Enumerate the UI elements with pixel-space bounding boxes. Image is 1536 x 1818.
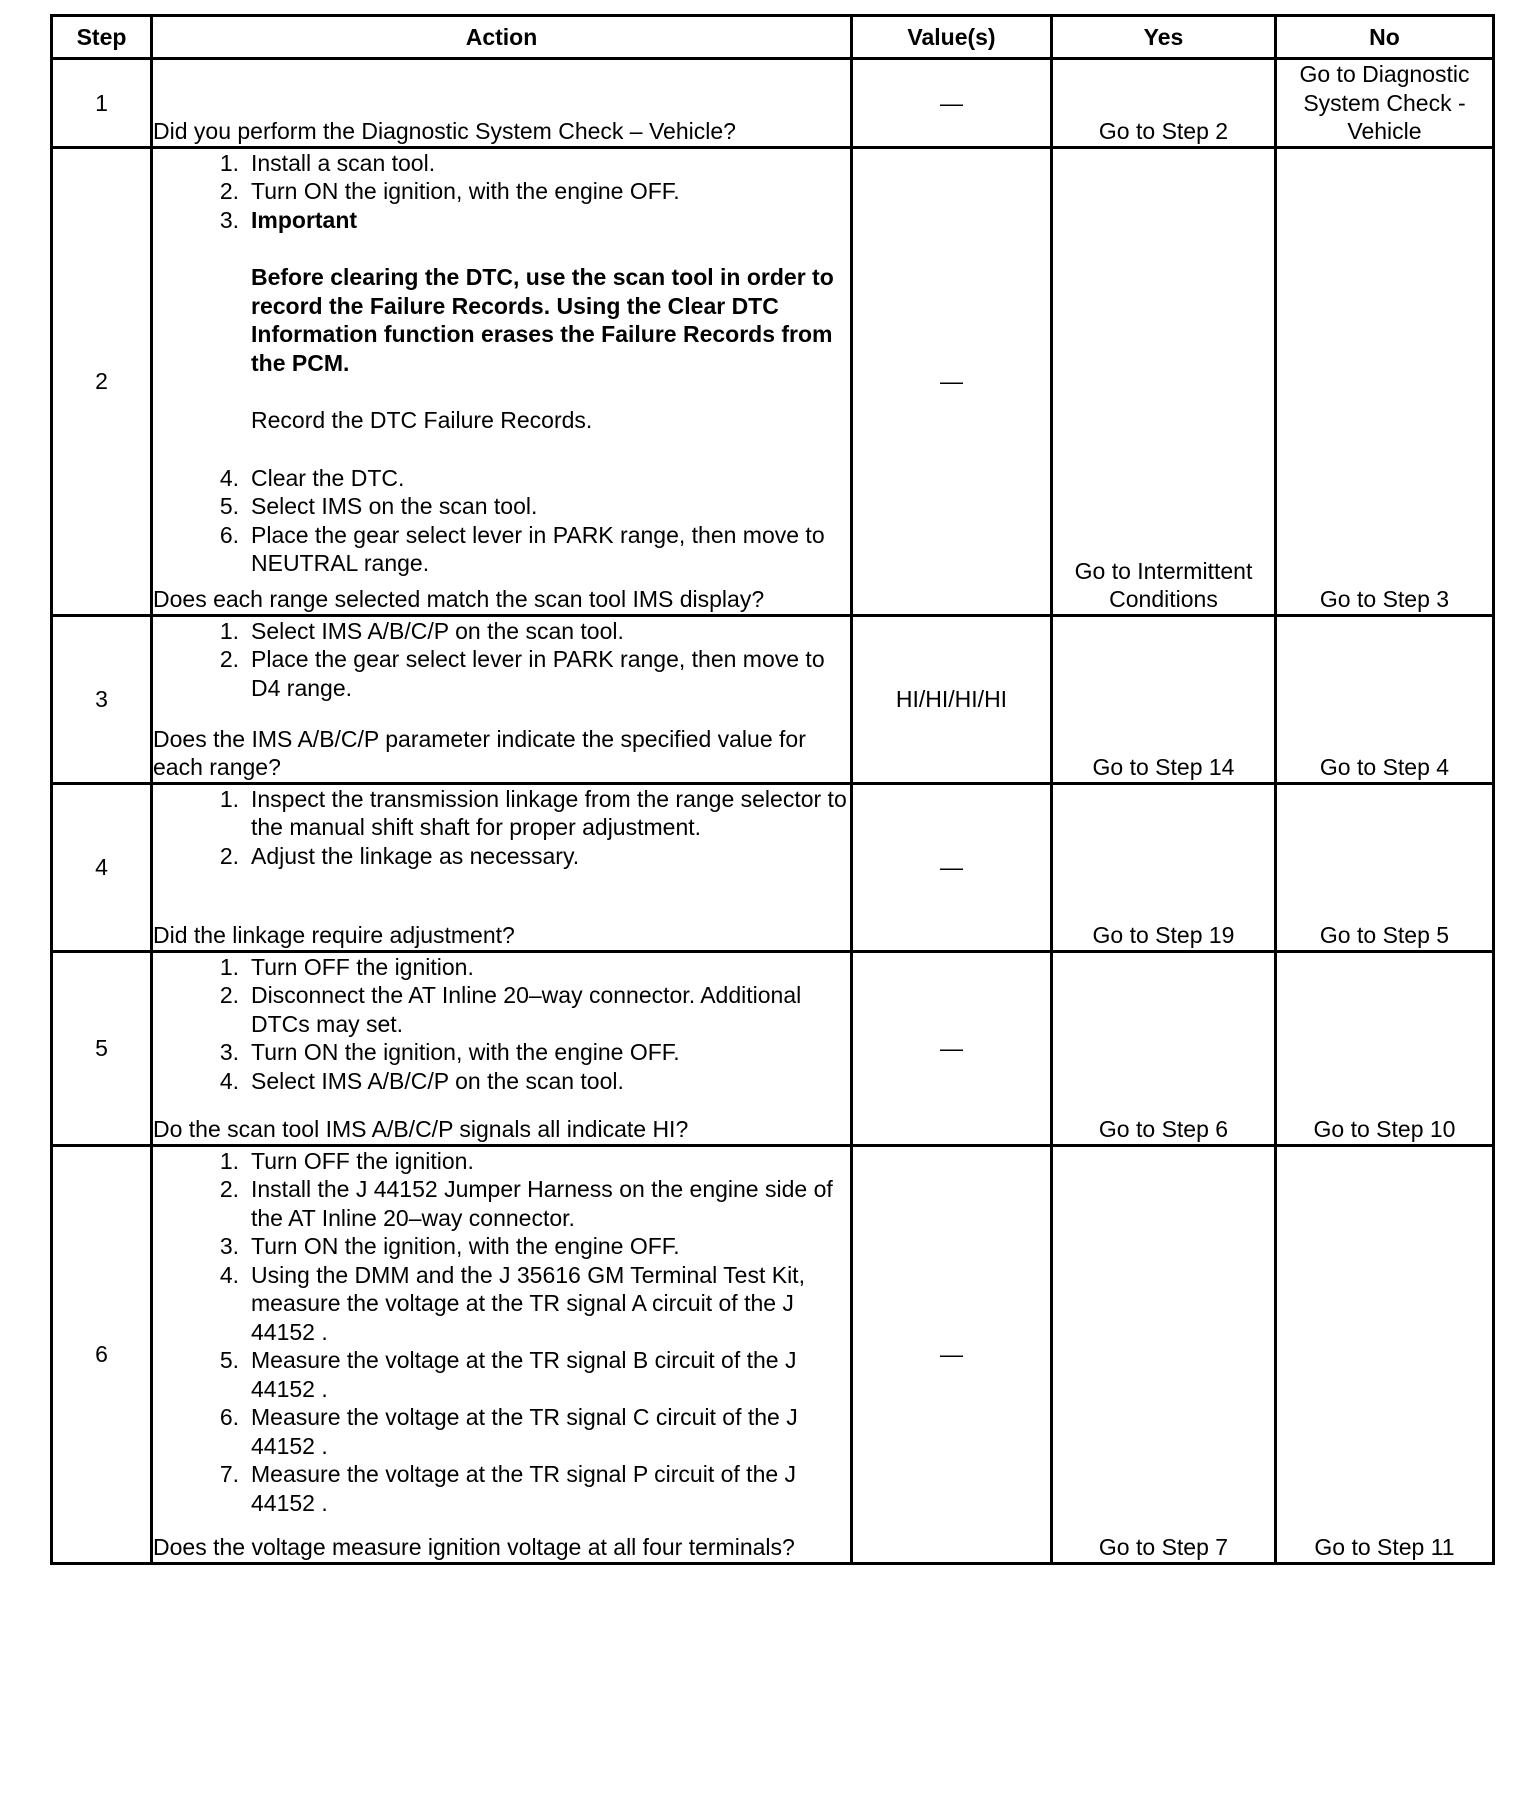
action-steps-list [153, 617, 850, 703]
yes-cell: Go to Step 6 [1052, 951, 1276, 1145]
value-cell: — [852, 783, 1052, 951]
action-step-text: Install a scan tool. [251, 149, 436, 176]
action-step-text: Measure the voltage at the TR signal P circuit of the J 44152 . [251, 1461, 797, 1516]
action-content [153, 60, 850, 146]
action-step-text: Place the gear select lever in PARK range, then move to D4 range. [251, 646, 825, 701]
action-step-number: 1. [219, 785, 239, 812]
action-step-text: Adjust the linkage as necessary. [251, 842, 580, 869]
important-followup: Record the DTC Failure Records. [251, 407, 593, 433]
yes-cell: Go to Intermittent Conditions [1052, 147, 1276, 615]
action-step-number: 5. [219, 1347, 239, 1373]
action-step-number: 1. [219, 149, 239, 176]
action-cell [152, 147, 852, 615]
yes-cell: Go to Step 19 [1052, 783, 1276, 951]
action-content [153, 785, 850, 950]
action-step-item [153, 1175, 850, 1232]
action-step-number: 2. [219, 178, 239, 204]
action-step-number: 1. [219, 953, 239, 980]
action-step-item [153, 785, 850, 842]
action-steps-list [153, 149, 850, 578]
action-step-number: 4. [219, 1067, 239, 1094]
action-steps-list [153, 1147, 850, 1518]
step-number-cell: 2 [52, 147, 152, 615]
important-note: Before clearing the DTC, use the scan tool in order to record the Failure Records. Using the Clear DTC Information function erases the Failure Records from the PCM. [251, 264, 834, 376]
action-question: Do the scan tool IMS A/B/C/P signals all indicate HI? [153, 1116, 689, 1142]
step-number-cell: 4 [52, 783, 152, 951]
action-step-number: 6. [219, 521, 239, 548]
action-step-number: 3. [219, 1233, 239, 1259]
action-step-item [153, 953, 850, 982]
action-step-number: 1. [219, 617, 239, 644]
action-step-text: Clear the DTC. [251, 464, 405, 491]
action-step-item [153, 492, 850, 521]
important-label: Important [251, 206, 358, 233]
action-step-item [153, 464, 850, 493]
action-step-number: 1. [219, 1147, 239, 1174]
action-step-number: 2. [219, 646, 239, 672]
no-cell: Go to Step 5 [1276, 783, 1494, 951]
table-row [52, 783, 1494, 951]
action-cell [152, 783, 852, 951]
action-step-number: 2. [219, 842, 239, 869]
diagnostic-table [50, 14, 1495, 1565]
action-step-number: 5. [219, 493, 239, 519]
action-steps-list [153, 953, 850, 1096]
action-step-text: Disconnect the AT Inline 20–way connector. Additional DTCs may set. [251, 982, 802, 1037]
action-spacer [153, 60, 850, 117]
no-cell: Go to Step 10 [1276, 951, 1494, 1145]
action-spacer [153, 702, 850, 725]
action-step-text: Turn OFF the ignition. [251, 953, 474, 980]
action-content [153, 149, 850, 614]
action-question: Does the voltage measure ignition voltage at all four terminals? [153, 1534, 795, 1560]
action-step-number: 3. [219, 1039, 239, 1065]
action-cell [152, 59, 852, 148]
action-question: Did the linkage require adjustment? [153, 922, 515, 948]
action-content [153, 617, 850, 782]
no-cell: Go to Step 11 [1276, 1145, 1494, 1563]
action-step-item [153, 206, 850, 464]
action-step-number: 2. [219, 1176, 239, 1202]
action-question: Did you perform the Diagnostic System Check – Vehicle? [153, 118, 736, 144]
action-step-text: Turn ON the ignition, with the engine OFF. [251, 178, 680, 204]
yes-cell: Go to Step 7 [1052, 1145, 1276, 1563]
action-step-text: Select IMS A/B/C/P on the scan tool. [251, 617, 624, 644]
action-step-text: Place the gear select lever in PARK range, then move to NEUTRAL range. [251, 521, 825, 576]
action-step-item [153, 1038, 850, 1067]
action-step-item [153, 1261, 850, 1347]
table-row [52, 615, 1494, 783]
action-step-text: Turn ON the ignition, with the engine OFF. [251, 1039, 680, 1065]
action-step-number: 3. [219, 206, 239, 233]
action-step-item [153, 645, 850, 702]
step-number-cell: 5 [52, 951, 152, 1145]
action-step-number: 7. [219, 1461, 239, 1487]
yes-cell: Go to Step 14 [1052, 615, 1276, 783]
action-step-number: 2. [219, 982, 239, 1008]
header-no: No [1276, 16, 1494, 59]
action-step-item [153, 1403, 850, 1460]
action-step-item [153, 149, 850, 178]
table-row [52, 1145, 1494, 1563]
table-row [52, 951, 1494, 1145]
no-cell: Go to Diagnostic System Check - Vehicle [1276, 59, 1494, 148]
action-step-item [153, 842, 850, 871]
action-step-item [153, 1232, 850, 1261]
action-step-text: Turn ON the ignition, with the engine OFF. [251, 1233, 680, 1259]
action-cell [152, 615, 852, 783]
value-cell: — [852, 951, 1052, 1145]
table-row [52, 147, 1494, 615]
action-step-item [153, 1147, 850, 1176]
action-question: Does the IMS A/B/C/P parameter indicate the specified value for each range? [153, 725, 806, 780]
action-step-text: Using the DMM and the J 35616 GM Terminal Test Kit, measure the voltage at the TR signal A circuit of the J 44152 . [251, 1261, 805, 1345]
action-steps-list [153, 785, 850, 871]
table-row [52, 59, 1494, 148]
action-question: Does each range selected match the scan tool IMS display? [153, 586, 765, 612]
header-row [52, 16, 1494, 59]
action-step-text [251, 206, 850, 464]
action-step-item [153, 1346, 850, 1403]
action-step-number: 4. [219, 1261, 239, 1288]
action-step-text: Measure the voltage at the TR signal B circuit of the J 44152 . [251, 1347, 797, 1402]
action-content [153, 953, 850, 1144]
action-step-item [153, 521, 850, 578]
action-cell [152, 951, 852, 1145]
value-cell: HI/HI/HI/HI [852, 615, 1052, 783]
step-number-cell: 1 [52, 59, 152, 148]
action-step-text: Turn OFF the ignition. [251, 1147, 474, 1174]
yes-cell: Go to Step 2 [1052, 59, 1276, 148]
no-cell: Go to Step 3 [1276, 147, 1494, 615]
value-cell: — [852, 147, 1052, 615]
action-step-text: Measure the voltage at the TR signal C circuit of the J 44152 . [251, 1404, 798, 1459]
header-step: Step [52, 16, 152, 59]
no-cell: Go to Step 4 [1276, 615, 1494, 783]
action-step-item [153, 177, 850, 206]
action-step-text: Select IMS on the scan tool. [251, 493, 538, 519]
header-yes: Yes [1052, 16, 1276, 59]
step-number-cell: 3 [52, 615, 152, 783]
action-content [153, 1147, 850, 1562]
action-step-item [153, 1460, 850, 1517]
action-step-item [153, 617, 850, 646]
header-action: Action [152, 16, 852, 59]
action-step-text: Install the J 44152 Jumper Harness on the engine side of the AT Inline 20–way connector. [251, 1176, 833, 1231]
action-step-item [153, 981, 850, 1038]
action-spacer [153, 870, 850, 921]
action-cell [152, 1145, 852, 1563]
action-step-number: 6. [219, 1404, 239, 1430]
action-step-item [153, 1067, 850, 1096]
action-spacer [153, 1095, 850, 1115]
action-spacer [153, 578, 850, 586]
action-step-text: Select IMS A/B/C/P on the scan tool. [251, 1067, 624, 1094]
action-step-text: Inspect the transmission linkage from the range selector to the manual shift shaft for proper adjustment. [251, 785, 847, 840]
header-values: Value(s) [852, 16, 1052, 59]
action-step-number: 4. [219, 464, 239, 491]
action-spacer [153, 1517, 850, 1533]
value-cell: — [852, 59, 1052, 148]
value-cell: — [852, 1145, 1052, 1563]
step-number-cell: 6 [52, 1145, 152, 1563]
